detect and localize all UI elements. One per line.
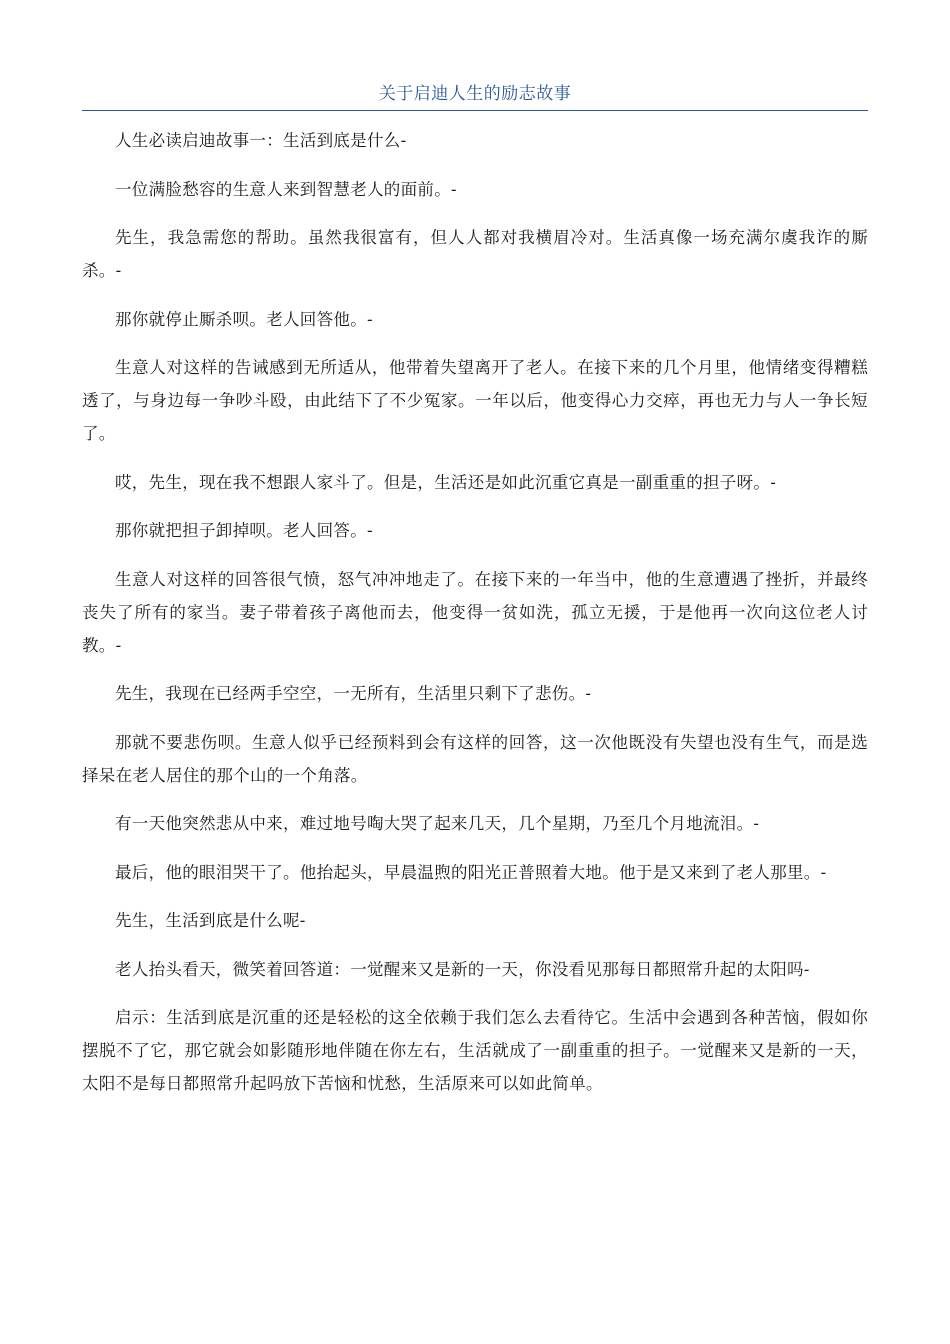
- paragraph-14: 老人抬头看天，微笑着回答道：一觉醒来又是新的一天，你没看见那每日都照常升起的太阳吗-: [115, 959, 810, 979]
- paragraph-7: 那你就把担子卸掉呗。老人回答。-: [115, 521, 373, 540]
- paragraph-1: 人生必读启迪故事一：生活到底是什么-: [115, 131, 407, 150]
- paragraph-5: 生意人对这样的告诫感到无所适从，他带着失望离开了老人。在接下来的几个月里，他情绪变得糟糕透了，与身边每一争吵斗殴，由此结下了不少冤家。一年以后，他变得心力交瘁，再也无力与人一争长短了。: [82, 358, 868, 443]
- paragraph-10: 那就不要悲伤呗。生意人似乎已经预料到会有这样的回答，这一次他既没有失望也没有生气，而是选择呆在老人居住的那个山的一个角落。: [82, 732, 868, 785]
- paragraph-13: 先生，生活到底是什么呢-: [115, 911, 306, 930]
- paragraph-12: 最后，他的眼泪哭干了。他抬起头，早晨温煦的阳光正普照着大地。他于是又来到了老人那里。-: [115, 862, 827, 882]
- paragraph-3: 先生，我急需您的帮助。虽然我很富有，但人人都对我横眉冷对。生活真像一场充满尔虞我诈的厮杀。-: [82, 228, 868, 280]
- paragraph-6: 哎，先生，现在我不想跟人家斗了。但是，生活还是如此沉重它真是一副重重的担子呀。-: [115, 472, 777, 492]
- paragraph-15: 启示：生活到底是沉重的还是轻松的这全依赖于我们怎么去看待它。生活中会遇到各种苦恼，假如你摆脱不了它，那它就会如影随形地伴随在你左右，生活就成了一副重重的担子。一觉醒来又是新的一天，太阳不是每日都照常升起吗放下苦恼和忧愁，生活原来可以如此简单。: [82, 1008, 868, 1093]
- document-body: [82, 124, 868, 1116]
- document-title: 关于启迪人生的励志故事: [378, 84, 572, 104]
- paragraph-11: 有一天他突然悲从中来，难过地号啕大哭了起来几天，几个星期，乃至几个月地流泪。-: [115, 814, 760, 833]
- paragraph-2: 一位满脸愁容的生意人来到智慧老人的面前。-: [115, 179, 457, 199]
- paragraph-8: 生意人对这样的回答很气愤，怒气冲冲地走了。在接下来的一年当中，他的生意遭遇了挫折，并最终丧失了所有的家当。妻子带着孩子离他而去，他变得一贫如洗，孤立无援，于是他再一次向这位老人讨教。-: [82, 569, 868, 655]
- page-header: [82, 80, 868, 111]
- paragraph-4: 那你就停止厮杀呗。老人回答他。-: [115, 309, 373, 329]
- paragraph-9: 先生，我现在已经两手空空，一无所有，生活里只剩下了悲伤。-: [115, 684, 592, 703]
